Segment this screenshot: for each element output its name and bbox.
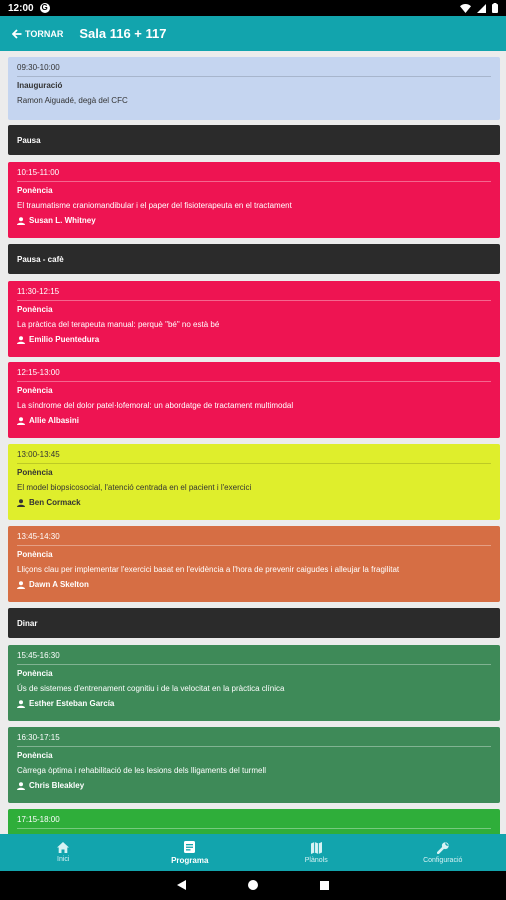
person-icon xyxy=(17,217,25,225)
signal-icon xyxy=(477,4,486,13)
nav-label: Inici xyxy=(57,856,70,863)
person-icon xyxy=(17,499,25,507)
person-icon xyxy=(17,336,25,344)
status-time: 12:00 xyxy=(8,2,34,14)
session-title: Ramon Aiguadé, degà del CFC xyxy=(17,96,128,105)
session-card[interactable] xyxy=(8,362,500,438)
wrench-icon xyxy=(437,842,449,854)
back-button[interactable] xyxy=(12,29,63,39)
square-recents-icon xyxy=(320,881,329,890)
session-type: Ponència xyxy=(17,669,53,678)
session-time: 17:15-18:00 xyxy=(17,815,60,824)
divider xyxy=(17,463,491,464)
session-title: Lliçons clau per implementar l'exercici basat en l'evidència a l'hora de prevenir caigudes i alleujar la fragilitat xyxy=(17,565,400,574)
session-type: Ponència xyxy=(17,386,53,395)
divider xyxy=(17,664,491,665)
speaker-name: Dawn A Skelton xyxy=(29,580,89,589)
nav-label: Plànols xyxy=(304,856,328,864)
speaker-name: Emilio Puentedura xyxy=(29,335,100,344)
circle-home-icon xyxy=(248,880,258,890)
page-title: Sala 116 + 117 xyxy=(79,26,167,41)
home-icon xyxy=(57,842,69,853)
session-type: Ponència xyxy=(17,468,53,477)
nav-item-inici[interactable] xyxy=(0,834,127,871)
speaker-name: Esther Esteban García xyxy=(29,699,115,708)
session-speaker xyxy=(17,216,491,225)
session-card[interactable] xyxy=(8,526,500,602)
recents-nav-button[interactable] xyxy=(320,877,329,895)
nav-item-programa[interactable] xyxy=(127,834,254,871)
schedule-list[interactable] xyxy=(0,51,506,834)
session-time: 11:30-12:15 xyxy=(17,287,60,296)
triangle-back-icon xyxy=(177,880,186,890)
nav-label: Programa xyxy=(171,855,209,865)
speaker-name: Allie Albasini xyxy=(29,416,79,425)
battery-icon xyxy=(492,3,498,13)
session-title: La síndrome del dolor patel·lofemoral: un abordatge de tractament multimodal xyxy=(17,401,294,410)
session-card[interactable] xyxy=(8,57,500,120)
session-time: 13:00-13:45 xyxy=(17,450,60,459)
session-speaker xyxy=(17,781,491,790)
pause-row: Dinar xyxy=(8,608,500,638)
session-type: Ponència xyxy=(17,186,53,195)
session-time: 09:30-10:00 xyxy=(17,63,60,72)
session-title: La pràctica del terapeuta manual: perquè "bé" no està bé xyxy=(17,320,220,329)
session-type: Ponència xyxy=(17,305,53,314)
session-title: El traumatisme craniomandibular i el paper del fisioterapeuta en el tractament xyxy=(17,201,292,210)
session-type: Ponència xyxy=(17,751,53,760)
session-time: 10:15-11:00 xyxy=(17,168,60,177)
session-type: Inauguració xyxy=(17,81,63,90)
nav-label: Configuració xyxy=(423,856,463,864)
session-time: 13:45-14:30 xyxy=(17,532,60,541)
session-speaker xyxy=(17,498,491,507)
session-card[interactable] xyxy=(8,444,500,520)
home-nav-button[interactable] xyxy=(248,877,258,895)
session-speaker xyxy=(17,580,491,589)
google-icon: G xyxy=(41,3,48,12)
session-time: 12:15-13:00 xyxy=(17,368,60,377)
wifi-icon xyxy=(460,4,471,13)
session-card[interactable] xyxy=(8,809,500,834)
session-speaker xyxy=(17,699,491,708)
person-icon xyxy=(17,700,25,708)
list-icon xyxy=(184,841,195,853)
session-card[interactable] xyxy=(8,645,500,721)
person-icon xyxy=(17,782,25,790)
pause-row: Pausa xyxy=(8,125,500,155)
back-label: TORNAR xyxy=(25,28,64,39)
person-icon xyxy=(17,417,25,425)
session-time: 16:30-17:15 xyxy=(17,733,60,742)
status-bar xyxy=(0,0,506,16)
speaker-name: Chris Bleakley xyxy=(29,781,85,790)
bottom-nav xyxy=(0,834,506,871)
map-icon xyxy=(311,842,322,854)
speaker-name: Ben Cormack xyxy=(29,498,81,507)
divider xyxy=(17,76,491,77)
nav-item-planols[interactable] xyxy=(253,834,380,871)
nav-item-configuracio[interactable] xyxy=(380,834,506,871)
pause-row: Pausa - cafè xyxy=(8,244,500,274)
session-time: 15:45-16:30 xyxy=(17,651,60,660)
speaker-name: Susan L. Whitney xyxy=(29,216,96,225)
arrow-left-icon xyxy=(12,29,22,39)
system-nav-bar xyxy=(0,871,506,900)
app-bar xyxy=(0,16,506,51)
divider xyxy=(17,545,491,546)
session-card[interactable] xyxy=(8,281,500,357)
divider xyxy=(17,300,491,301)
session-title: Ús de sistemes d'entrenament cognitiu i de la velocitat en la pràctica clínica xyxy=(17,684,285,693)
session-card[interactable] xyxy=(8,727,500,803)
divider xyxy=(17,181,491,182)
session-title: Càrrega òptima i rehabilitació de les lesions dels lligaments del turmell xyxy=(17,766,267,775)
session-speaker xyxy=(17,335,491,344)
divider xyxy=(17,828,491,829)
session-title: El model biopsicosocial, l'atenció centrada en el pacient i l'exercici xyxy=(17,483,252,492)
divider xyxy=(17,746,491,747)
session-card[interactable] xyxy=(8,162,500,238)
divider xyxy=(17,381,491,382)
session-type: Ponència xyxy=(17,550,53,559)
session-speaker xyxy=(17,416,491,425)
person-icon xyxy=(17,581,25,589)
back-nav-button[interactable] xyxy=(177,877,186,895)
